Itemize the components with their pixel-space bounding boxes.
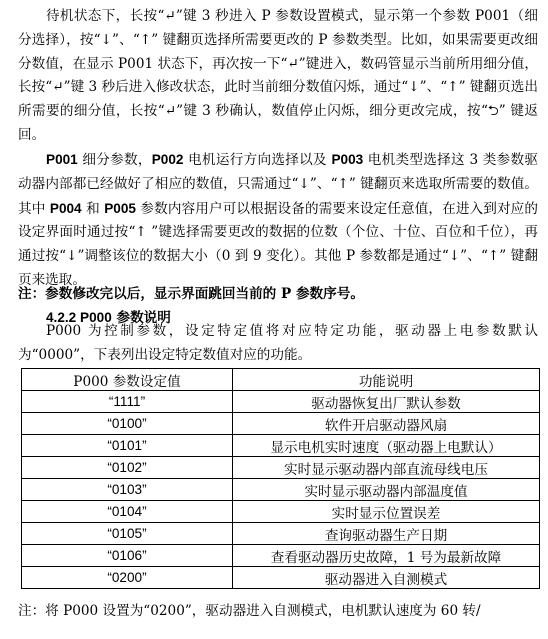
cell-value: “0106” (22, 545, 233, 567)
param-p005: P005 (104, 200, 136, 216)
cell-value: “0100” (22, 413, 233, 435)
param-p004: P004 (49, 200, 82, 216)
cell-value: “0104” (22, 501, 233, 523)
section-number: 4.2.2 P000 (46, 310, 112, 325)
table-row (22, 413, 540, 435)
table-row (22, 523, 540, 545)
table-header-row (22, 369, 540, 391)
text-span: 参数内容用户可以根据设备的需要来设定任意值，在进入到对应的设定界面时通过按“↑ ”键选择需要更改的数据的位数（个位、十位、百位和千位），再通过按“↓”调整该位的数据大小（0 到 9 变化）。其他 P 参数都是通过“↓”、“↑” 键翻页来选取。 (18, 200, 538, 288)
cell-value: “0102” (22, 457, 233, 479)
table-row (22, 457, 540, 479)
text-span: 和 (81, 200, 105, 217)
p000-description: P000 为控制参数，设定特定值将对应特定功能，驱动器上电参数默认为“0000”，下表列出设定特定数值对应的功能。 (18, 323, 538, 363)
note-text: 注：参数修改完以后，显示界面跳回当前的 P 参数序号。 (18, 286, 364, 302)
cell-function: 查询驱动器生产日期 (233, 523, 540, 545)
cell-value: “0200” (22, 567, 233, 589)
intro-paragraph-2 (18, 148, 538, 293)
param-p003: P003 (331, 152, 364, 167)
table-row (22, 567, 540, 589)
table-row (22, 391, 540, 413)
section-title: 参数说明 (111, 310, 171, 326)
cell-function: 查看驱动器历史故障，1 号为最新故障 (233, 545, 540, 567)
cell-value: “0105” (22, 523, 233, 545)
table-row (22, 545, 540, 567)
table-row (22, 501, 540, 523)
text-span: 电机类型选择这 3 类参数驱动器内部都已经做好了相应的数值，只需通过“↓”、“↑” 键翻页来选取所需要的数值。其中 (18, 152, 538, 217)
cell-function: 显示电机实时速度（驱动器上电默认） (233, 435, 540, 457)
p000-function-table (21, 368, 540, 589)
intro-paragraph-1: 待机状态下，长按“↵”键 3 秒进入 P 参数设置模式，显示第一个参数 P001（细分选择），按“↓”、“↑” 键翻页选择所需要更改的 P 参数类型。比如，如果需要更改细分数值，在显示 P001 状态下，再次按一下“↵”键进入，数码管显示当前所用细分值，长按“↵”键 3 秒后进入修改状态，此时当前细分数值闪烁，通过“↓”、“↑” 键翻页选出所需要的细分值，长按“↵”键 3 秒确认，数值停止闪烁，细分更改完成，按“⮌” 键返回。 (18, 8, 538, 143)
table-row (22, 435, 540, 457)
cell-function: 实时显示位置误差 (233, 501, 540, 523)
cell-function: 实时显示驱动器内部直流母线电压 (233, 457, 540, 479)
cell-function: 实时显示驱动器内部温度值 (233, 479, 540, 501)
footnote-text: 注：将 P000 设置为“0200”，驱动器进入自测模式，电机默认速度为 60 转/ (18, 603, 481, 619)
cell-value: “1111” (22, 391, 233, 413)
text-span: 细分参数， (77, 152, 152, 168)
cell-function: 驱动器恢复出厂默认参数 (233, 391, 540, 413)
cell-value: “0101” (22, 435, 233, 457)
cell-function: 软件开启驱动器风扇 (233, 413, 540, 435)
header-function: 功能说明 (233, 369, 540, 391)
param-p001: P001 (46, 152, 78, 167)
table-row (22, 479, 540, 501)
param-p002: P002 (151, 152, 184, 167)
text-span: 电机运行方向选择以及 (183, 152, 332, 168)
cell-value: “0103” (22, 479, 233, 501)
header-value: P000 参数设定值 (22, 369, 233, 391)
cell-function: 驱动器进入自测模式 (233, 567, 540, 589)
